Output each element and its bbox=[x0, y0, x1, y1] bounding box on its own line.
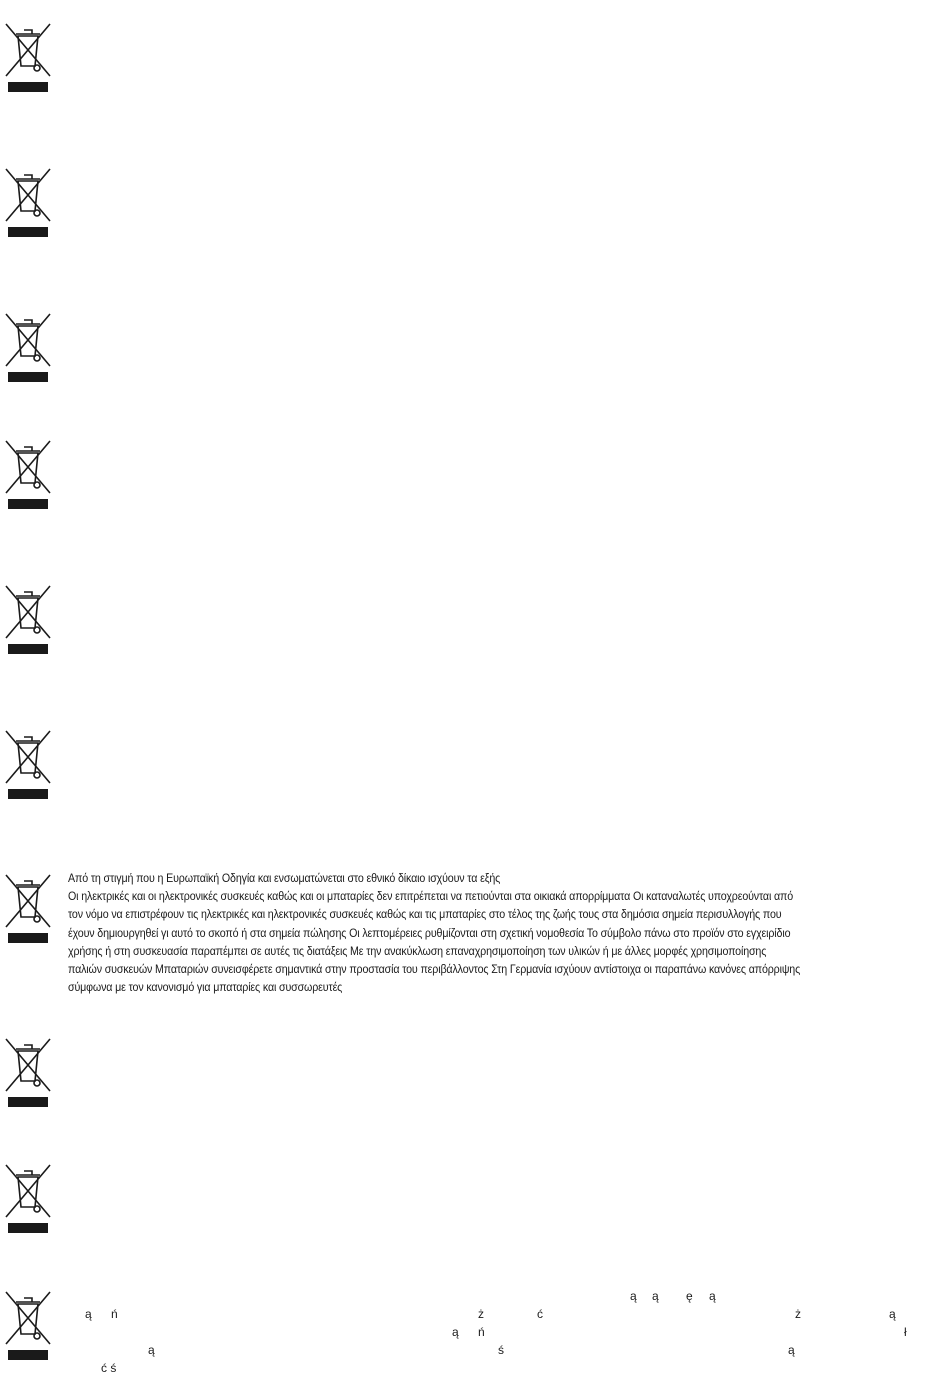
polish-fragment: ą bbox=[788, 1343, 795, 1357]
weee-symbol-7 bbox=[4, 873, 52, 945]
weee-underline-bar bbox=[8, 372, 48, 382]
weee-underline-bar bbox=[8, 933, 48, 943]
polish-fragment: ę bbox=[686, 1289, 693, 1303]
polish-fragment: ń bbox=[478, 1325, 485, 1339]
notice-line-7: σύμφωνα με τον κανονισμό για μπαταρίες και συσσωρευτές bbox=[68, 981, 343, 995]
polish-fragment: ś bbox=[498, 1343, 504, 1357]
polish-fragment: ż bbox=[795, 1307, 801, 1321]
polish-fragment: ą bbox=[85, 1307, 92, 1321]
weee-symbol-10 bbox=[4, 1290, 52, 1362]
polish-fragment: ć ś bbox=[101, 1361, 117, 1375]
crossed-out-wheeled-bin-icon bbox=[4, 1290, 52, 1348]
notice-line-2: Οι ηλεκτρικές και οι ηλεκτρονικές συσκευές καθώς και οι μπαταρίες δεν επιτρέπεται να πετιούνται στα οικιακά απορρίμματα Οι καταναλωτές υποχρεούνται από bbox=[68, 890, 794, 904]
crossed-out-wheeled-bin-icon bbox=[4, 1163, 52, 1221]
polish-fragment: ą bbox=[148, 1343, 155, 1357]
crossed-out-wheeled-bin-icon bbox=[4, 729, 52, 787]
crossed-out-wheeled-bin-icon bbox=[4, 873, 52, 931]
polish-fragment: ą bbox=[452, 1325, 459, 1339]
notice-line-3: τον νόμο να επιστρέφουν τις ηλεκτρικές και ηλεκτρονικές συσκευές καθώς και τις μπαταρίες στο τέλος της ζωής τους στα δημόσια σημεία περισυλλογής που bbox=[68, 908, 782, 922]
crossed-out-wheeled-bin-icon bbox=[4, 584, 52, 642]
weee-symbol-8 bbox=[4, 1037, 52, 1109]
notice-line-6: παλιών συσκευών Μπαταριών συνεισφέρετε σημαντικά στην προστασία του περιβάλλοντος Στη Γερμανία ισχύουν αντίστοιχα οι παραπάνω κανόνες απόρριψης bbox=[68, 963, 801, 977]
weee-underline-bar bbox=[8, 789, 48, 799]
polish-fragment: ą bbox=[630, 1289, 637, 1303]
weee-symbol-5 bbox=[4, 584, 52, 656]
notice-line-1: Από τη στιγμή που η Ευρωπαϊκή Οδηγία και ενσωματώνεται στο εθνικό δίκαιο ισχύουν τα εξής bbox=[68, 872, 501, 885]
weee-underline-bar bbox=[8, 644, 48, 654]
weee-underline-bar bbox=[8, 227, 48, 237]
polish-fragment: ń bbox=[111, 1307, 118, 1321]
polish-fragment: ł bbox=[904, 1325, 907, 1339]
weee-symbol-4 bbox=[4, 439, 52, 511]
weee-underline-bar bbox=[8, 499, 48, 509]
weee-symbol-3 bbox=[4, 312, 52, 384]
weee-symbol-1 bbox=[4, 22, 52, 94]
weee-underline-bar bbox=[8, 1350, 48, 1360]
crossed-out-wheeled-bin-icon bbox=[4, 1037, 52, 1095]
weee-symbol-6 bbox=[4, 729, 52, 801]
weee-underline-bar bbox=[8, 82, 48, 92]
crossed-out-wheeled-bin-icon bbox=[4, 167, 52, 225]
greek-disposal-notice bbox=[68, 870, 870, 997]
polish-fragment: ć bbox=[537, 1307, 543, 1321]
crossed-out-wheeled-bin-icon bbox=[4, 312, 52, 370]
polish-fragment: ą bbox=[652, 1289, 659, 1303]
polish-fragment: ż bbox=[478, 1307, 484, 1321]
crossed-out-wheeled-bin-icon bbox=[4, 439, 52, 497]
weee-symbol-2 bbox=[4, 167, 52, 239]
weee-symbol-9 bbox=[4, 1163, 52, 1235]
polish-fragment: ą bbox=[889, 1307, 896, 1321]
weee-underline-bar bbox=[8, 1223, 48, 1233]
notice-line-5: χρήσης ή στη συσκευασία παραπέμπει σε αυτές τις διατάξεις Με την ανακύκλωση επαναχρησιμοποίηση των υλικών ή με άλλες μορφές χρησιμοποίησης bbox=[68, 944, 767, 958]
weee-underline-bar bbox=[8, 1097, 48, 1107]
crossed-out-wheeled-bin-icon bbox=[4, 22, 52, 80]
notice-line-4: έχουν δημιουργηθεί γι αυτό το σκοπό ή στα σημεία πώλησης Οι λεπτομέρειες ρυθμίζονται στη σχετική νομοθεσία Το σύμβολο πάνω στο προϊόν στο εγχειρίδιο bbox=[68, 926, 791, 940]
polish-fragment: ą bbox=[709, 1289, 716, 1303]
